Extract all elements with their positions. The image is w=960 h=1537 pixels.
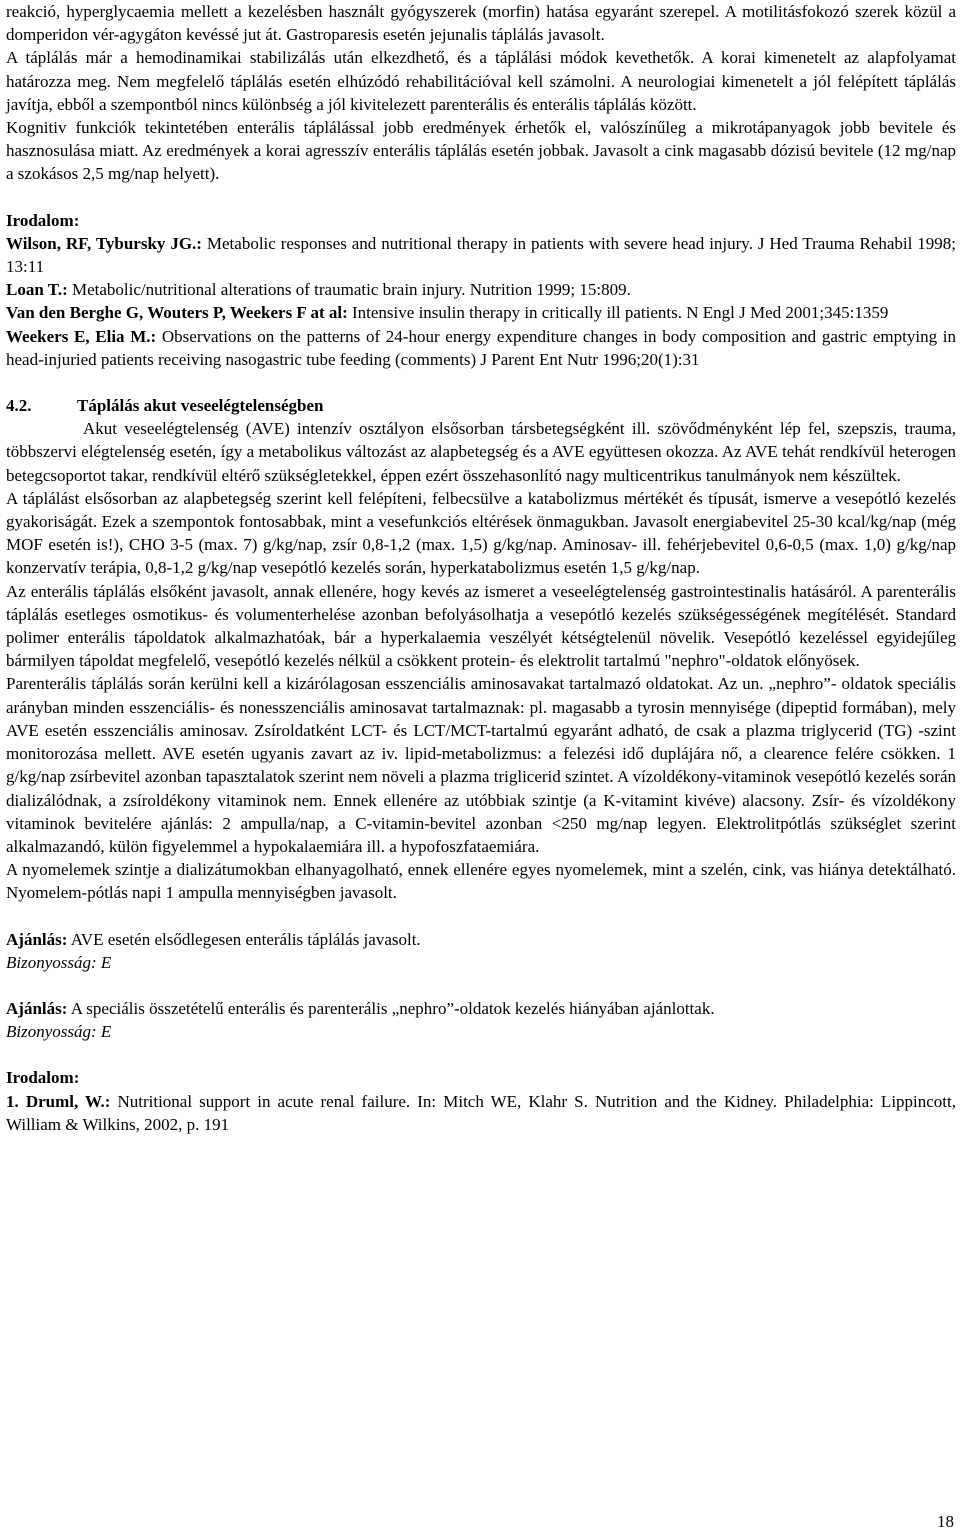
recommendation-label: Ajánlás: <box>6 929 68 949</box>
document-page <box>6 0 956 1136</box>
section-number: 4.2. <box>6 396 32 416</box>
reference-item <box>6 301 956 324</box>
paragraph: A táplálást elsősorban az alapbetegség szerint kell felépíteni, felbecsülve a katabolizmus mértékét és típusát, ismerve a vesepótló kezelés gyakoriságát. Ezek a szempontok fontosabbak, mint a vesefunkciós eltérések önmagukban. Javasolt energiabevitel 25-30 kcal/kg/nap (még MOF esetén is!), CHO 3-5 (max. 7) g/kg/nap, zsír 0,8-1,2 (max. 1,5) g/kg/nap. Aminosav- ill. fehérjebevitel 0,6-0,5 (max. 1,0) g/kg/nap konzervatív terápia, 0,8-1,2 g/kg/nap vesepótló kezelés során, hyperkatabolizmus esetén 1,5 g/kg/nap. <box>6 488 956 578</box>
recommendation <box>6 928 956 951</box>
reference-author: Loan T.: <box>6 280 68 300</box>
paragraph: Akut veseelégtelenség (AVE) intenzív osztályon elsősorban társbetegségként ill. szövődményként lép fel, szepszis, trauma, többszervi elégtelenség esetén, így a metabolikus változást az alapbetegség és a AVE együttesen okozza. Az AVE tehát rendkívül heterogen betegcsoportot takar, rendkívül eltérő szükségletekkel, éppen ezért összehasonlító nagy multicentrikus tanulmányok nem készültek. <box>6 419 956 485</box>
reference-item <box>6 325 956 371</box>
reference-item <box>6 232 956 278</box>
reference-item <box>6 278 956 301</box>
paragraph: reakció, hyperglycaemia mellett a kezelésben használt gyógyszerek (morfin) hatása egyaránt szerepel. A motilitásfokozó szerek közül a domperidon vér-agygáton kevéssé jut át. Gastroparesis esetén jejunalis táplálás javasolt. <box>6 2 956 45</box>
reference-text: Nutritional support in acute renal failure. In: Mitch WE, Klahr S. Nutrition and the Kidney. Philadelphia: Lippincott, William & Wilkins, 2002, p. 191 <box>6 1091 957 1134</box>
certainty-level: Bizonyosság: E <box>6 952 112 972</box>
reference-text: Metabolic/nutritional alterations of traumatic brain injury. Nutrition 1999; 15:809. <box>67 280 631 300</box>
recommendation-text: A speciális összetételű enterális és parenterális „nephro”-oldatok kezelés hiányában ajánlottak. <box>67 998 715 1018</box>
paragraph: Kognitiv funkciók tekintetében enterális táplálással jobb eredmények érhetők el, valószínűleg a mikrotápanyagok jobb bevitele és hasznosulása miatt. Az eredmények a korai agresszív enterális táplálás esetén jobbak. Javasolt a cink magasabb dózisú bevitele (12 mg/nap a szokásos 2,5 mg/nap helyett). <box>6 118 956 184</box>
paragraph: Parenterális táplálás során kerülni kell a kizárólagosan esszenciális aminosavakat tartalmazó oldatokat. Az un. „nephro”- oldatok speciális arányban minden esszenciális- és nonesszenciális aminosavat tartalmaznak: pl. magasabb a tyrosin mennyisége (dipeptid formában), mely AVE esetén esszenciális aminosav. Zsíroldatként LCT- és LCT/MCT-tartalmú egyaránt adható, de csak a plazma triglycerid (TG) -szint monitorozása mellett. AVE esetén ugyanis zavart az iv. lipid-metabolizmus: a felezési idő duplájára nő, a clearence felére csökken. 1 g/kg/nap zsírbevitel azonban tapasztalatok szerint nem növeli a plazma triglicerid szintet. A vízoldékony-vitaminok vesepótló kezelés során dializálódnak, a zsíroldékony vitaminok nem. Ennek ellenére az utóbbiak szintje (a K-vitamint kivéve) alacsony. Zsír- és vízoldékony vitaminok bevitelére ajánlás: 2 ampulla/nap, a C-vitamin-bevitel azonban <250 mg/nap legyen. Elektrolitpótlás szükséglet szerint alkalmazandó, külön figyelemmel a hypokalaemiára ill. a hypofoszfataemiára. <box>6 674 956 856</box>
paragraph: A táplálás már a hemodinamikai stabilizálás után elkezdhető, és a táplálási módok kevethetők. A korai kimenetelt az alapfolyamat határozza meg. Nem megfelelő táplálás esetén elhúzódó rehabilitációval kell számolni. A neurologiai kimenetelt a jól felépített táplálás javítja, ebből a szempontból nincs különbség a jól kivitelezett parenterális és enterális táplálás között. <box>6 48 956 114</box>
recommendation-text: AVE esetén elsődlegesen enterális táplálás javasolt. <box>67 929 421 949</box>
reference-author: 1. Druml, W.: <box>6 1091 111 1111</box>
recommendation <box>6 997 956 1020</box>
certainty-level: Bizonyosság: E <box>6 1022 112 1042</box>
references-heading: Irodalom: <box>6 1068 80 1088</box>
reference-text: Intensive insulin therapy in critically ill patients. N Engl J Med 2001;345:1359 <box>347 303 889 323</box>
reference-author: Weekers E, Elia M.: <box>6 326 157 346</box>
reference-author: Wilson, RF, Tybursky JG.: <box>6 233 202 253</box>
reference-text: Observations on the patterns of 24-hour energy expenditure changes in body composition and gastric emptying in head-injuried patients receiving nasogastric tube feeding (comments) J Parent Ent Nutr 1996;20(1):31 <box>6 326 956 369</box>
references-heading: Irodalom: <box>6 210 80 230</box>
page-number: 18 <box>937 1512 954 1531</box>
reference-author: Van den Berghe G, Wouters P, Weekers F at al: <box>6 303 348 323</box>
reference-text: Metabolic responses and nutritional therapy in patients with severe head injury. J Hed Trauma Rehabil 1998; 13:11 <box>6 233 956 277</box>
paragraph: Az enterális táplálás elsőként javasolt, annak ellenére, hogy kevés az ismeret a veseelégtelenség gastrointestinalis hatásáról. A parenterális táplálás esetleges osmotikus- és volumenterhelése azonban befolyásolhatja a vesepótló kezelés szükségességének megítélését. Standard polimer enterális tápoldatok alkalmazhatóak, bár a hyperkalaemia veszélyét kétségtelenül növelik. Vesepótló kezeléssel egyidejűleg bármilyen tápoldat megfelelő, vesepótló kezelés nélkül a csökkent protein- és elektrolit tartalmú "nephro"-oldatok előnyösek. <box>6 581 956 671</box>
section-title: Táplálás akut veseelégtelenségben <box>77 396 324 416</box>
reference-item <box>6 1090 956 1136</box>
section-heading <box>6 394 956 417</box>
recommendation-label: Ajánlás: <box>6 998 68 1018</box>
paragraph: A nyomelemek szintje a dializátumokban elhanyagolható, ennek ellenére egyes nyomelemek, mint a szelén, cink, vas hiánya detektálható. Nyomelem-pótlás napi 1 ampulla mennyiségben javasolt. <box>6 860 956 903</box>
